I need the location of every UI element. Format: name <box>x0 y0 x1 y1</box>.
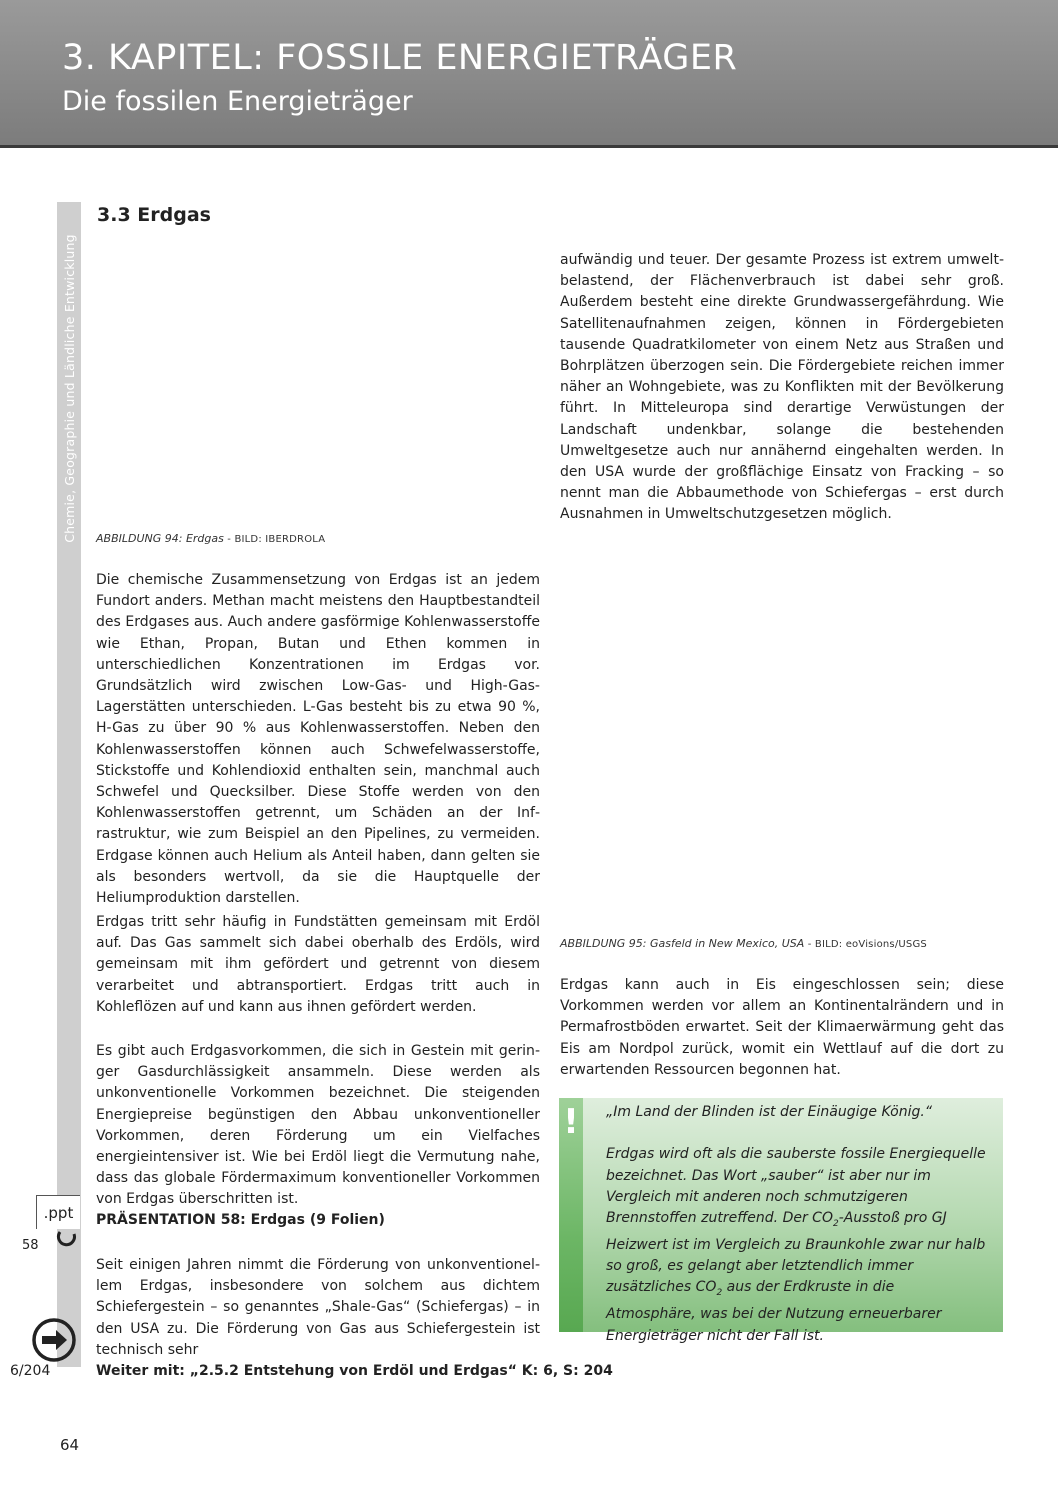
callout-body-part-3: aus der Erdkruste in die Atmosphäre, was bei der Nutzung erneuerbarer Energieträger nicht der Fall ist. <box>606 1279 942 1344</box>
section-heading: 3.3 Erdgas <box>97 204 211 226</box>
callout-subscript-2: 2 <box>716 1288 723 1299</box>
figure-94-caption <box>96 532 325 545</box>
ref-number: 6/204 <box>10 1363 51 1379</box>
figure-95-credit: - BILD: eoVisions/USGS <box>804 939 927 950</box>
exclamation-icon: ! <box>563 1102 579 1142</box>
left-paragraph-3: Es gibt auch Erdgasvorkommen, die sich in Gestein mit geringer Gasdurchlässigkeit ansammeln. Diese werden als unkonventionelle Vorkommen bezeichnet. Die steigenden Energiepreise begünstigen den Abbau unkonventioneller Vorkommen, deren Förderung um ein Vielfaches energieintensiver ist. Wie bei Erdöl liegt die Vermutung nahe, dass das globale Fördermaximum konventioneller Vorkommen von Erdgas überschritten ist. <box>96 1043 540 1208</box>
chapter-title: 3. KAPITEL: FOSSILE ENERGIETRÄGER <box>62 38 738 78</box>
right-paragraph-2: Erdgas kann auch in Eis eingeschlossen sein; diese Vorkommen werden vor allem an Kontinentalrändern und in Permafrostböden erwartet. Seit der Klimaerwärmung geht das Eis am Nordpol zurück, womit ein Wettlauf auf die dort zu erwartenden Ressourcen begonnen hat. <box>560 977 1004 1078</box>
page-number: 64 <box>60 1436 80 1454</box>
chapter-subtitle: Die fossilen Energieträger <box>62 86 413 117</box>
ppt-swirl-icon <box>56 1226 78 1248</box>
left-paragraph-1: Die chemische Zusammensetzung von Erdgas ist an jedem Fundort anders. Methan macht meistens den Hauptbestandteil des Erdgases aus. Auch andere gasförmige Kohlenwasserstoffe wie Ethan, Propan, Butan und Ethen kommen in unterschiedlichen Konzentrationen im Erdgas vor. Grundsätzlich wird zwischen Low-Gas- und High-Gas-Lagerstätten unterschieden. L-Gas besteht bis zu etwa 90 %, H-Gas zu über 90 % aus Kohlenwasserstoffen. Neben den Kohlenwasserstoffen können auch Schwefelwasserstoffe, Stickstoffe und Kohlendioxid enthalten sein, manchmal auch Schwefel und Quecksilber. Diese Stoffe werden von den Kohlenwasserstoffen getrennt, um Schäden an der Infrastruktur, wie zum Beispiel an den Pipelines, zu vermeiden. Erdgase können auch Helium als Anteil haben, dann gelten sie als besonders wertvoll, da sie die Hauptquelle der Heliumproduktion darstellen. <box>96 572 540 907</box>
presentation-reference[interactable]: PRÄSENTATION 58: Erdgas (9 Folien) <box>96 1212 385 1228</box>
callout-subscript-1: 2 <box>832 1218 839 1229</box>
figure-94-caption-text: ABBILDUNG 94: Erdgas <box>96 532 224 545</box>
figure-95-caption <box>560 937 927 950</box>
ppt-number: 58 <box>22 1238 39 1253</box>
left-paragraph-2: Erdgas tritt sehr häufig in Fundstätten gemeinsam mit Erdöl auf. Das Gas sammelt sich dabei oberhalb des Erdöls, wird gemeinsam mit ihm gefördert und getrennt von diesem verarbeitet und abtransportiert. Erdgas tritt auch in Kohleflözen auf und kann aus ihnen gefördert werden. <box>96 914 540 1015</box>
figure-94-credit: - BILD: IBERDROLA <box>223 534 326 545</box>
continue-reference[interactable]: Weiter mit: „2.5.2 Entstehung von Erdöl und Erdgas“ K: 6, S: 204 <box>96 1363 613 1379</box>
left-paragraph-4: Seit einigen Jahren nimmt die Förderung von unkonventionellem Erdgas, insbesondere von solchem aus dichtem Schiefergestein – so genanntes „Shale-Gas“ (Schiefergas) – in den USA zu. Die Förderung von Gas aus Schiefergestein ist technisch sehr <box>96 1257 540 1358</box>
callout-quote: „Im Land der Blinden ist der Einäugige König.“ <box>606 1104 933 1120</box>
continue-arrow-icon[interactable] <box>30 1316 78 1364</box>
callout-text <box>606 1102 986 1368</box>
callout-strip <box>559 1098 583 1332</box>
figure-95-caption-text: ABBILDUNG 95: Gasfeld in New Mexico, USA <box>560 937 805 950</box>
ppt-icon[interactable] <box>36 1195 80 1229</box>
callout-body-part-1: Erdgas wird oft als die sauberste fossile Energiequelle bezeichnet. Das Wort „sauber“ ist aber nur im Vergleich mit anderen noch schmutzigeren Brennstoffen zutreffend. Der CO <box>606 1146 986 1226</box>
side-label <box>57 202 81 574</box>
side-label-text: Chemie, Geographie und Ländliche Entwicklung <box>61 233 77 543</box>
callout-body-part-2: -Ausstoß pro GJ Heizwert ist im Vergleich zu Braunkohle zwar nur halb so groß, es gelangt aber letztendlich immer zusätzliches CO <box>606 1210 986 1296</box>
callout-body <box>606 1144 986 1346</box>
callout-box <box>559 1098 1003 1344</box>
ppt-label: .ppt <box>43 1204 74 1222</box>
chapter-header <box>0 0 1058 148</box>
right-paragraph-1: aufwändig und teuer. Der gesamte Prozess ist extrem umweltbelastend, der Flächenverbrauch ist dabei sehr groß. Außerdem besteht eine direkte Grundwassergefährdung. Wie Satellitenaufnahmen zeigen, können in Fördergebieten tausende Quadratkilometer von einem Netz aus Straßen und Bohrplätzen überzogen sein. Die Fördergebiete reichen immer näher an Wohngebiete, was zu Konflikten mit der Bevölkerung führt. In Mitteleuropa sind derartige Verwüstungen der Landschaft undenkbar, solange die bestehenden Umweltgesetze auch nur annähernd eingehalten werden. In den USA wurde der großflächige Einsatz von Fracking – so nennt man die Abbaumethode von Schiefergas – erst durch Ausnahmen in Umweltschutzgesetzen möglich. <box>560 252 1004 523</box>
